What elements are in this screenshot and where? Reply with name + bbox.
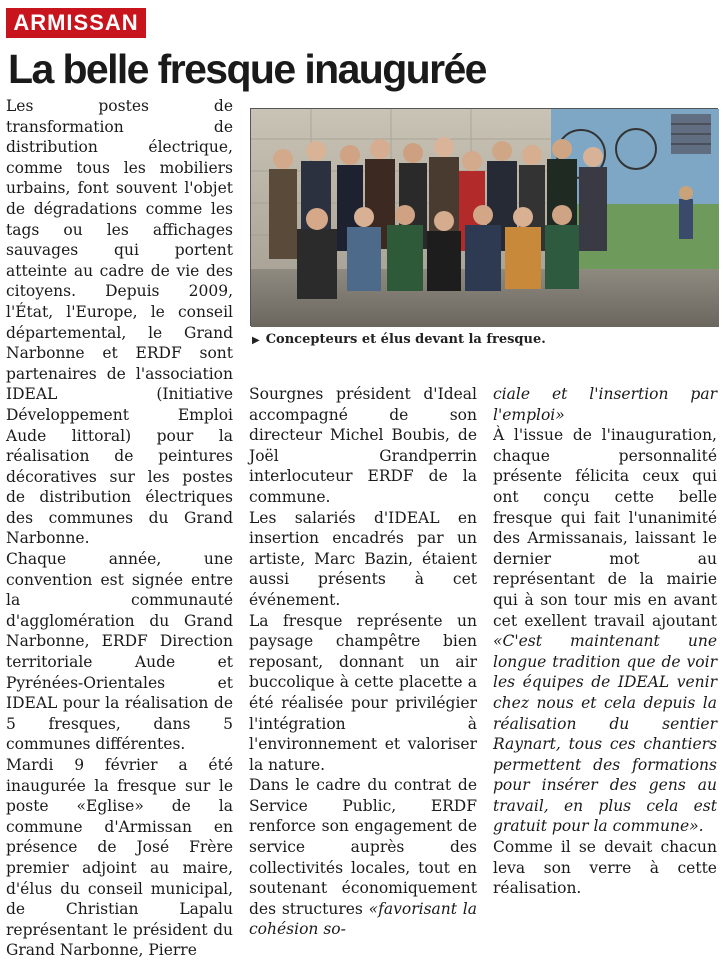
section-kicker: ARMISSAN [6, 8, 146, 38]
paragraph-text: À l'issue de l'inauguration, chaque personnalité présente félicita ceux qui ont conçu cette belle fresque qui fait l'unanimité des Armissanais, laissant le dernier mot au représentant de la mairie qui à son tour mis en avant cet exellent travail ajoutant [493, 426, 717, 630]
paragraph-text: Dans le cadre du contrat de Service Public, ERDF renforce son engagement de service auprès des collectivités locales, tout en soutenant économiquement des structures [249, 776, 477, 918]
paragraph: Les salariés d'IDEAL en insertion encadrés par un artiste, Marc Bazin, étaient aussi présents à cet événement. [249, 508, 477, 609]
group-photo [250, 108, 718, 326]
paragraph [249, 775, 477, 940]
paragraph: Les postes de transformation de distribution électrique, comme tous les mobiliers urbains, font souvent l'objet de dégradations comme les tags ou les affichages sauvages qui portent atteinte au cadre de vie des citoyens. Depuis 2009, l'État, l'Europe, le conseil départemental, le Grand Narbonne et ERDF sont partenaires de l'association IDEAL (Initiative Développement Emploi Aude littoral) pour la réalisation de peintures décoratives sur les postes de distribution électriques des communes du Grand Narbonne. [6, 97, 233, 548]
quote-paragraph: ciale et l'insertion par l'emploi» [493, 385, 717, 424]
paragraph: La fresque représente un paysage champêtre bien reposant, donnant un air buccolique à cette placette a été réalisée pour privilégier l'intégration à l'environnement et valoriser la nature. [249, 611, 477, 774]
paragraph: Sourgnes président d'Ideal accompagné de son directeur Michel Boubis, de Joël Grandperrin interlocuteur ERDF de la commune. [249, 385, 477, 506]
paragraph: Comme il se devait chacun leva son verre à cette réalisation. [493, 838, 717, 898]
photo-illustration [251, 109, 719, 327]
article-column-3 [493, 384, 717, 899]
article-headline: La belle fresque inaugurée [8, 46, 486, 92]
caption-triangle-icon: ▶ [252, 335, 260, 346]
photo-caption [252, 330, 718, 350]
paragraph [493, 425, 717, 837]
article-column-2 [249, 384, 477, 940]
caption-text: Concepteurs et élus devant la fresque. [265, 332, 546, 347]
quote-text: «favorisant la cohésion so- [249, 899, 477, 939]
quote-text: «C'est maintenant une longue tradition que de voir les équipes de IDEAL venir chez nous et cela depuis la réalisation du sentier Raynart, tous ces chantiers permettent des formations pour insérer des gens au travail, en plus cela est gratuit pour la commune». [493, 632, 717, 836]
article-column-1 [6, 96, 233, 961]
paragraph: Chaque année, une convention est signée entre la communauté d'agglomération du Grand Narbonne, ERDF Direction territoriale Aude et Pyrénées-Orientales et IDEAL pour la réalisation de 5 fresques, dans 5 communes différentes. [6, 550, 233, 754]
paragraph: Mardi 9 février a été inaugurée la fresque sur le poste «Eglise» de la commune d'Armissan en présence de José Frère premier adjoint au maire, d'élus du conseil municipal, de Christian Lapalu représentant le président du Grand Narbonne, Pierre [6, 756, 233, 960]
